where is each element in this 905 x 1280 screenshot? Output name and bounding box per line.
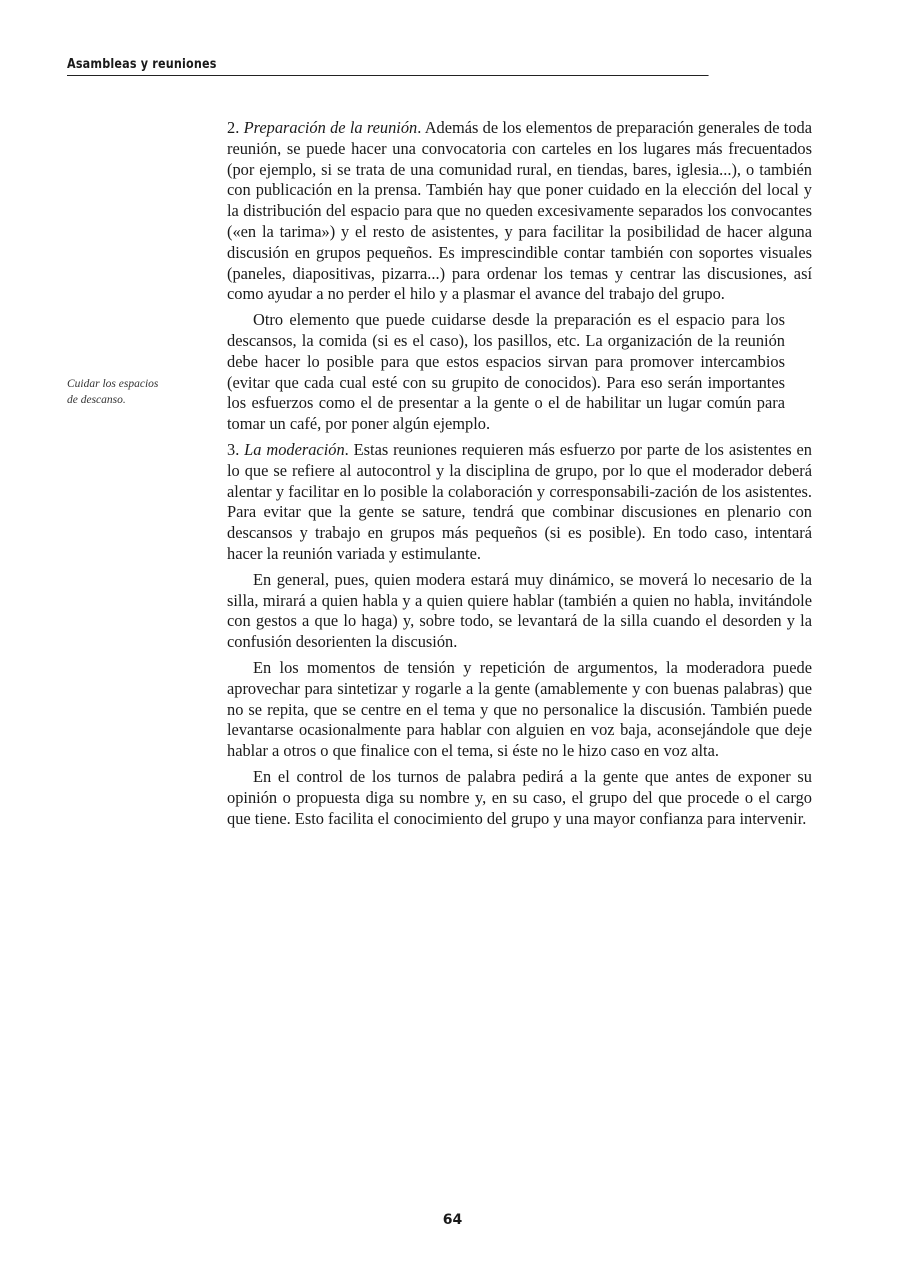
section-number: 2. (227, 118, 240, 137)
paragraph-tension (227, 658, 812, 762)
paragraph-descansos (227, 310, 785, 435)
margin-note-line: de descanso. (67, 394, 126, 406)
paragraph-preparacion (227, 118, 812, 305)
paragraph-text: . Estas reuniones requieren más esfuerzo por parte de los asistentes en lo que se refiere al autocontrol y la disciplina de grupo, por lo que el moderador deberá alentar y facilitar en lo posible la colaboración y corresponsabili-zación de los asistentes. Para evitar que la gente se sature, tendrá que combinar discusiones en plenario con descansos y trabajo en grupos más pequeños (si es posible). En todo caso, intentará hacer la reunión variada y estimulante. (227, 439, 812, 563)
margin-note (67, 376, 197, 408)
section-title: Preparación de la reunión (243, 118, 418, 137)
running-title: Asambleas y reuniones (67, 57, 217, 72)
paragraph-text: En general, pues, quien modera estará muy dinámico, se moverá lo necesario de la silla, mirará a quien habla y a quien quiere hablar (también a quien no habla, invitándole con gestos a que lo haga) y, sobre todo, se levantará de la silla cuando el desorden y la confusión desorienten la discusión. (227, 569, 812, 652)
paragraph-moderacion (227, 440, 812, 565)
paragraph-text: Otro elemento que puede cuidarse desde la preparación es el espacio para los descansos, la comida (si es el caso), los pasillos, etc. La organización de la reunión debe hacer lo posible para que estos espacios sirvan para promover intercambios (evitar que cada cual esté con su grupito de conocidos). Para eso serán importantes los esfuerzos como el de presentar a la gente o el de habilitar un lugar común para tomar un café, por poner algún ejemplo. (227, 310, 785, 434)
paragraph-turnos (227, 767, 812, 829)
section-title: La moderación (244, 439, 345, 459)
section-number: 3. (227, 439, 240, 459)
page-number: 64 (442, 1212, 463, 1228)
paragraph-text: En los momentos de tensión y repetición de argumentos, la moderadora puede aprovechar para sintetizar y rogarle a la gente (amablemente y con buenas palabras) que no se repita, que se centre en el tema y que no personalice la discusión. También puede levantarse ocasionalmente para hablar con alguien en voz baja, aconsejándole que deje hablar a otros o que finalice con el tema, si éste no le hizo caso en voz alta. (227, 657, 812, 761)
paragraph-dinamico (227, 570, 812, 653)
paragraph-text: . Además de los elementos de preparación generales de toda reunión, se puede hacer una convocatoria con carteles en los lugares más frecuentados (por ejemplo, si se trata de una comunidad rural, en tiendas, bares, iglesia...), o también con publicación en la prensa. También hay que poner cuidado en la elección del local y la distribución del espacio para que no queden excesivamente separados los convocantes («en la tarima») y el resto de asistentes, y para facilitar la posibilidad de hacer alguna discusión en grupos pequeños. Es imprescindible contar también con soportes visuales (paneles, diapositivas, pizarra...) para ordenar los temas y centrar las discusiones, así como ayudar a no perder el hilo y a plasmar el avance del trabajo del grupo. (227, 118, 812, 304)
paragraph-text: En el control de los turnos de palabra pedirá a la gente que antes de exponer su opinión o propuesta diga su nombre y, en su caso, el grupo del que procede o el cargo que tiene. Esto facilita el conocimiento del grupo y una mayor confianza para intervenir. (227, 766, 812, 828)
running-header (67, 57, 709, 76)
margin-note-line: Cuidar los espacios (67, 378, 159, 390)
body-text (227, 118, 812, 834)
